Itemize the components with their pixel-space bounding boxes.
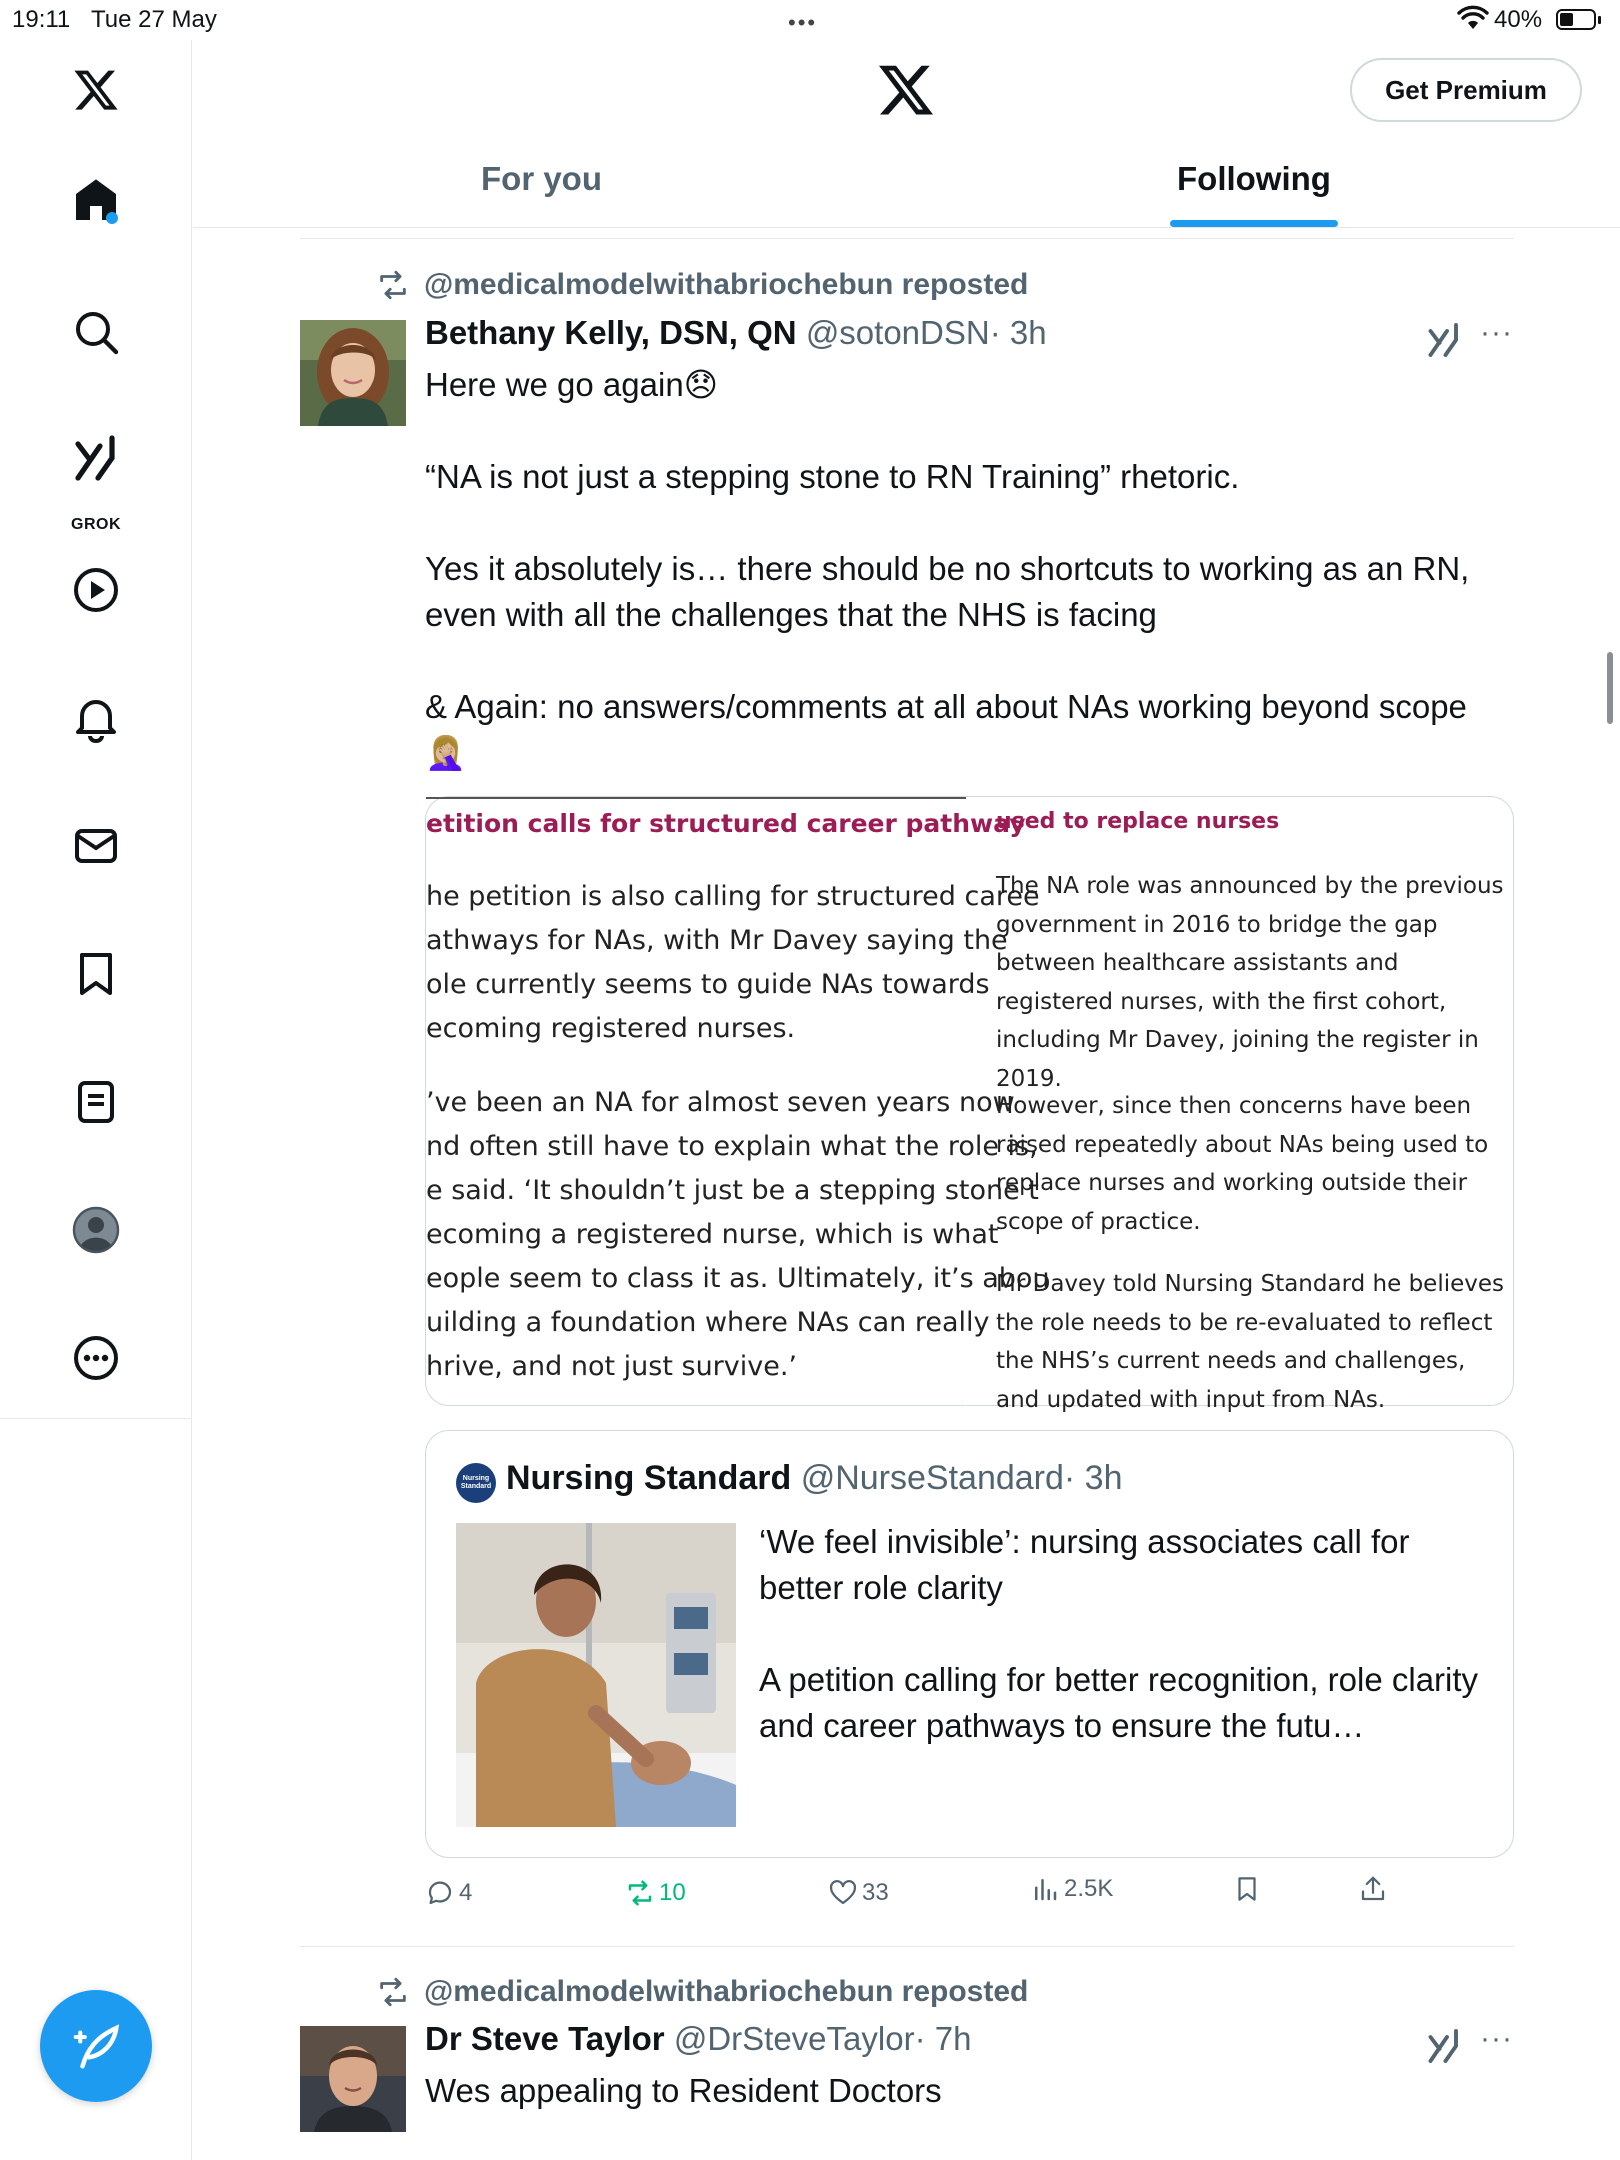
tweet-divider bbox=[300, 1946, 1514, 1947]
more-icon[interactable] bbox=[66, 1328, 126, 1388]
status-date: Tue 27 May bbox=[91, 6, 217, 33]
tweet-image[interactable] bbox=[425, 796, 1514, 1413]
views-button[interactable] bbox=[1030, 1874, 1113, 1904]
header-x-logo-icon[interactable] bbox=[876, 60, 936, 120]
reply-button[interactable] bbox=[425, 1878, 472, 1908]
quoted-tweet-card[interactable] bbox=[425, 1430, 1514, 1858]
battery-percent: 40% bbox=[1494, 6, 1543, 33]
profile-icon[interactable] bbox=[66, 1200, 126, 1260]
lists-icon[interactable] bbox=[66, 1072, 126, 1132]
link-title[interactable]: ‘We feel invisible’: nursing associates call for better role clarity bbox=[759, 1523, 1410, 1606]
author-handle[interactable]: @sotonDSN bbox=[805, 314, 990, 351]
sidebar bbox=[0, 40, 192, 2160]
quoted-time: · 3h bbox=[1063, 1459, 1123, 1497]
like-button[interactable] bbox=[828, 1878, 889, 1908]
like-count: 33 bbox=[862, 1879, 889, 1906]
article-line: athways for NAs, with Mr Davey saying the bbox=[426, 925, 1008, 956]
repost-icon bbox=[376, 268, 410, 302]
share-button[interactable] bbox=[1358, 1874, 1392, 1904]
bookmark-icon bbox=[1232, 1874, 1262, 1904]
wifi-icon bbox=[1458, 7, 1488, 38]
reply-count: 4 bbox=[459, 1879, 473, 1906]
article-line: e said. ‘It shouldn’t just be a stepping stone t bbox=[426, 1175, 1039, 1206]
tweet-line: Yes it absolutely is… there should be no shortcuts to working as an RN, even with all the challenges that the NHS is facing bbox=[425, 550, 1470, 633]
article-heading: used to replace nurses bbox=[996, 809, 1280, 834]
tweet-line: Here we go again😞 bbox=[425, 366, 719, 403]
repost-text: @medicalmodelwithabriochebun reposted bbox=[424, 1975, 1029, 2008]
author-name[interactable]: Dr Steve Taylor bbox=[425, 2020, 665, 2057]
bookmarks-icon[interactable] bbox=[66, 944, 126, 1004]
article-paragraph: The NA role was announced by the previous government in 2016 to bridge the gap between healthcare assistants and registered nurses, with the first cohort, including Mr Davey, joining the register in 2019. bbox=[996, 873, 1504, 1092]
get-premium-button[interactable]: Get Premium bbox=[1350, 58, 1582, 122]
active-tab-indicator bbox=[1170, 220, 1338, 227]
avatar[interactable] bbox=[300, 320, 406, 426]
article-line: ole currently seems to guide NAs towards bbox=[426, 969, 990, 1000]
link-description: A petition calling for better recognition, role clarity and career pathways to ensure the futu… bbox=[759, 1661, 1479, 1744]
avatar[interactable] bbox=[300, 2026, 406, 2132]
tweet-time: · 7h bbox=[914, 2020, 972, 2057]
article-line: ’ve been an NA for almost seven years now bbox=[426, 1087, 1015, 1118]
share-icon bbox=[1358, 1874, 1388, 1904]
grok-icon[interactable] bbox=[66, 428, 126, 488]
grok-label: GROK bbox=[71, 516, 121, 533]
repost-action-icon bbox=[625, 1878, 655, 1908]
article-line: eople seem to class it as. Ultimately, it’s abou bbox=[426, 1263, 1050, 1294]
repost-button[interactable] bbox=[625, 1878, 686, 1908]
repost-icon bbox=[376, 1975, 410, 2009]
multitasking-dots-icon[interactable]: ••• bbox=[788, 10, 818, 35]
article-paragraph bbox=[426, 875, 1040, 1051]
article-line: ecoming a registered nurse, which is what bbox=[426, 1219, 999, 1250]
author-name[interactable]: Bethany Kelly, DSN, QN bbox=[425, 314, 797, 351]
view-count: 2.5K bbox=[1064, 1875, 1114, 1902]
repost-indicator bbox=[376, 1975, 1028, 2009]
article-left-column bbox=[426, 797, 1050, 1407]
nursing-standard-logo: Nursing Standard bbox=[456, 1463, 496, 1503]
tweet-line: “NA is not just a stepping stone to RN Training” rhetoric. bbox=[425, 458, 1240, 495]
article-heading: etition calls for structured career pathway bbox=[426, 809, 1026, 838]
status-bar bbox=[0, 0, 1620, 40]
analytics-icon bbox=[1030, 1874, 1060, 1904]
tab-for-you[interactable]: For you bbox=[481, 160, 602, 197]
article-rule bbox=[426, 797, 966, 799]
tweet-author[interactable] bbox=[425, 2020, 971, 2058]
article-paragraph: However, since then concerns have been raised repeatedly about NAs being used to replace nurses and working outside their scope of practice. bbox=[996, 1093, 1489, 1235]
quoted-author[interactable] bbox=[506, 1459, 1123, 1498]
sidebar-divider bbox=[0, 1418, 192, 1419]
compose-button[interactable] bbox=[40, 1990, 152, 2102]
search-icon[interactable] bbox=[66, 302, 126, 362]
article-thumbnail[interactable] bbox=[456, 1523, 736, 1827]
repost-count: 10 bbox=[659, 1879, 686, 1906]
article-paragraph bbox=[426, 1081, 1050, 1389]
quoted-author-name[interactable]: Nursing Standard bbox=[506, 1459, 792, 1497]
more-options-icon[interactable]: ··· bbox=[1480, 2022, 1513, 2055]
tweet-line: & Again: no answers/comments at all about NAs working beyond scope bbox=[425, 688, 1467, 725]
grok-explain-icon[interactable] bbox=[1426, 322, 1462, 358]
quoted-author-handle[interactable]: @NurseStandard bbox=[800, 1459, 1064, 1497]
video-icon[interactable] bbox=[66, 560, 126, 620]
header-divider bbox=[193, 227, 1620, 228]
tab-following[interactable]: Following bbox=[1177, 160, 1331, 197]
tweet-time: · 3h bbox=[989, 314, 1047, 351]
compose-feather-icon bbox=[69, 2019, 123, 2073]
x-logo-icon[interactable] bbox=[66, 60, 126, 120]
article-line: uilding a foundation where NAs can really bbox=[426, 1307, 990, 1338]
scroll-indicator[interactable] bbox=[1607, 652, 1613, 724]
reply-icon bbox=[425, 1878, 455, 1908]
unread-indicator bbox=[106, 212, 118, 224]
author-handle[interactable]: @DrSteveTaylor bbox=[673, 2020, 915, 2057]
heart-icon bbox=[828, 1878, 858, 1908]
tweet-author[interactable] bbox=[425, 314, 1047, 352]
grok-explain-icon[interactable] bbox=[1426, 2028, 1462, 2064]
article-line: he petition is also calling for structured caree bbox=[426, 881, 1040, 912]
battery-icon bbox=[1556, 9, 1596, 30]
repost-text: @medicalmodelwithabriochebun reposted bbox=[424, 268, 1029, 301]
facepalm-emoji: 🤦🏼‍♀️ bbox=[425, 734, 467, 771]
article-right-column bbox=[996, 797, 1506, 1413]
notifications-icon[interactable] bbox=[66, 688, 126, 748]
article-line: hrive, and not just survive.’ bbox=[426, 1351, 798, 1382]
repost-indicator bbox=[376, 268, 1028, 302]
article-line: ecoming registered nurses. bbox=[426, 1013, 796, 1044]
status-time: 19:11 bbox=[12, 6, 71, 33]
bookmark-button[interactable] bbox=[1232, 1874, 1266, 1904]
tweet-text bbox=[425, 362, 1525, 776]
article-line: nd often still have to explain what the role is, bbox=[426, 1131, 1038, 1162]
tweet-text bbox=[425, 2068, 1525, 2114]
more-options-icon[interactable]: ··· bbox=[1480, 316, 1513, 349]
article-paragraph: Mr Davey told Nursing Standard he believes the role needs to be re-evaluated to reflect the NHS’s current needs and challenges, and updated with input from NAs. bbox=[996, 1271, 1504, 1413]
feed-divider bbox=[300, 238, 1514, 239]
tweet-line: Wes appealing to Resident Doctors bbox=[425, 2072, 942, 2109]
messages-icon[interactable] bbox=[66, 816, 126, 876]
